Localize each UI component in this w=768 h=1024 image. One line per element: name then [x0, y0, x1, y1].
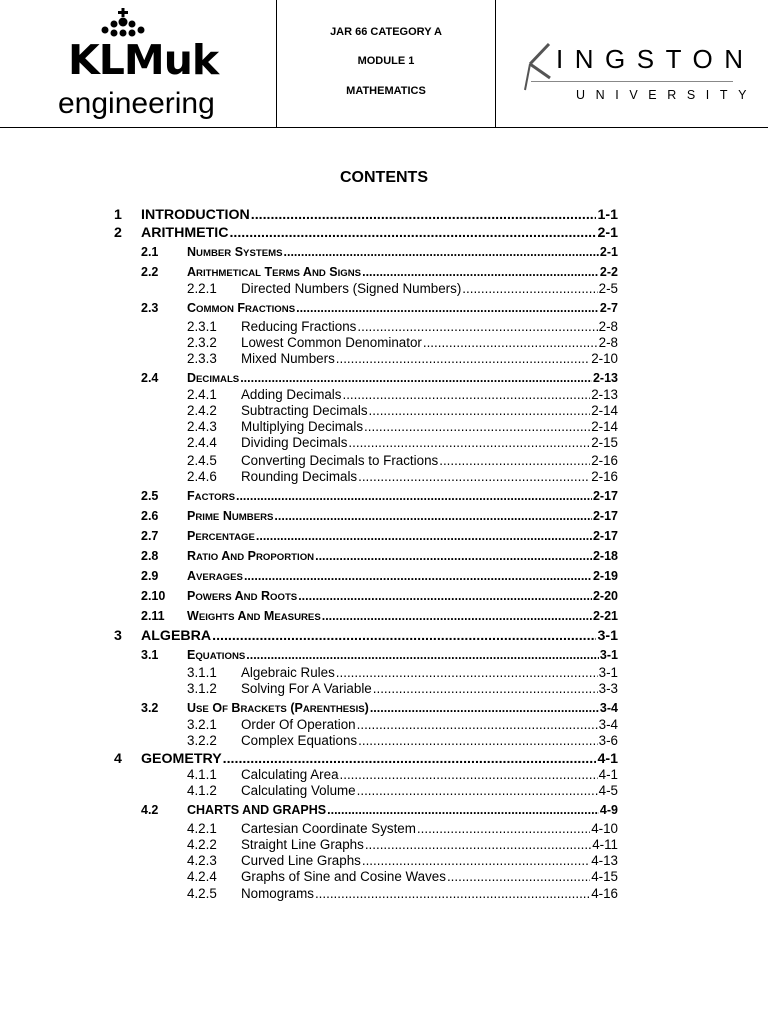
toc-entry-number: 2.4.1	[187, 387, 217, 402]
toc-entry-number: 4.2.1	[187, 821, 217, 836]
toc-leader-dots	[315, 886, 590, 901]
toc-entry[interactable]	[0, 469, 768, 484]
toc-entry[interactable]	[0, 767, 768, 782]
toc-entry-page: 4-15	[591, 869, 618, 884]
toc-entry-page: 3-4	[599, 701, 618, 715]
kingston-university-label: UNIVERSITY	[576, 88, 758, 102]
toc-entry-page: 2-7	[599, 301, 618, 315]
toc-entry-number: 2.3.1	[187, 319, 217, 334]
toc-entry-title: USE OF BRACKETS (PARENTHESIS)	[187, 701, 369, 715]
toc-entry-page: 2-13	[592, 371, 618, 385]
toc-entry-title: Cartesian Coordinate System	[241, 821, 416, 836]
toc-entry[interactable]	[0, 589, 768, 604]
toc-entry-number: 4.2.3	[187, 853, 217, 868]
toc-entry-number: 2.11	[141, 609, 165, 623]
toc-entry-page: 3-4	[598, 717, 618, 732]
toc-entry[interactable]	[0, 245, 768, 260]
toc-entry-page: 2-16	[591, 453, 618, 468]
header-line-subject: MATHEMATICS	[346, 85, 426, 97]
toc-entry-page: 2-8	[598, 319, 618, 334]
toc-leader-dots	[362, 265, 599, 280]
toc-entry[interactable]	[0, 803, 768, 818]
kingston-wordmark: INGSTON	[556, 44, 755, 74]
toc-entry-page: 2-18	[592, 549, 618, 563]
toc-entry[interactable]	[0, 733, 768, 748]
toc-entry-page: 2-16	[591, 469, 618, 484]
toc-leader-dots	[256, 529, 592, 544]
toc-entry-page: 1-1	[597, 207, 618, 223]
toc-entry-title: FACTORS	[187, 489, 235, 503]
toc-entry-title: Solving For A Variable	[241, 681, 372, 696]
toc-entry[interactable]	[0, 549, 768, 564]
toc-leader-dots	[423, 335, 598, 350]
toc-entry-title: NUMBER SYSTEMS	[187, 245, 283, 259]
toc-entry-number: 2	[114, 225, 122, 241]
toc-entry-number: 2.4.6	[187, 469, 217, 484]
header-line-module: MODULE 1	[357, 55, 415, 67]
toc-leader-dots	[284, 245, 599, 260]
toc-entry-page: 4-1	[597, 751, 618, 767]
toc-entry[interactable]	[0, 886, 768, 901]
toc-entry-title: Dividing Decimals	[241, 435, 348, 450]
toc-entry-number: 2.6	[141, 509, 159, 523]
toc-entry-number: 2.3.2	[187, 335, 217, 350]
toc-entry[interactable]	[0, 419, 768, 434]
toc-entry-number: 3.2.2	[187, 733, 217, 748]
toc-leader-dots	[358, 733, 598, 748]
toc-entry-title: Rounding Decimals	[241, 469, 358, 484]
toc-entry-title: RATIO AND PROPORTION	[187, 549, 315, 563]
toc-entry-title: CHARTS AND GRAPHS	[187, 803, 327, 817]
toc-entry-page: 4-10	[591, 821, 618, 836]
toc-leader-dots	[358, 469, 590, 484]
toc-leader-dots	[362, 853, 590, 868]
toc-entry-title: Calculating Volume	[241, 783, 356, 798]
toc-leader-dots	[342, 387, 590, 402]
toc-entry[interactable]	[0, 319, 768, 334]
toc-entry-title: Calculating Area	[241, 767, 339, 782]
toc-entry[interactable]	[0, 403, 768, 418]
toc-leader-dots	[315, 549, 592, 564]
toc-leader-dots	[340, 767, 598, 782]
toc-entry-number: 2.4.3	[187, 419, 217, 434]
toc-entry-number: 3	[114, 628, 122, 644]
toc-entry-number: 2.8	[141, 549, 159, 563]
toc-entry-page: 3-1	[599, 648, 618, 662]
toc-entry-title: Subtracting Decimals	[241, 403, 368, 418]
toc-leader-dots	[373, 681, 598, 696]
klm-subtitle: engineering	[58, 87, 215, 120]
toc-entry-page: 2-2	[599, 265, 618, 279]
toc-entry[interactable]	[0, 853, 768, 868]
toc-entry-title: Graphs of Sine and Cosine Waves	[241, 869, 446, 884]
toc-entry-title: Adding Decimals	[241, 387, 342, 402]
toc-leader-dots	[336, 665, 598, 680]
toc-entry[interactable]	[0, 869, 768, 884]
toc-entry-number: 3.2	[141, 701, 159, 715]
toc-entry-page: 4-1	[598, 767, 618, 782]
toc-entry-page: 2-13	[591, 387, 618, 402]
toc-leader-dots	[212, 627, 596, 645]
toc-entry-page: 2-10	[591, 351, 618, 366]
toc-entry[interactable]	[0, 351, 768, 366]
toc-entry[interactable]	[0, 335, 768, 350]
toc-entry[interactable]	[0, 821, 768, 836]
toc-entry-number: 2.7	[141, 529, 159, 543]
toc-entry-title: Converting Decimals to Fractions	[241, 453, 439, 468]
toc-entry-number: 2.4.2	[187, 403, 217, 418]
toc-entry-number: 3.1.2	[187, 681, 217, 696]
toc-entry-title: PRIME NUMBERS	[187, 509, 274, 523]
toc-entry-number: 2.2.1	[187, 281, 217, 296]
toc-leader-dots	[336, 351, 590, 366]
toc-leader-dots	[223, 750, 597, 768]
toc-leader-dots	[439, 453, 590, 468]
toc-entry-title: Nomograms	[241, 886, 314, 901]
toc-entry-number: 3.1	[141, 648, 159, 662]
toc-entry-page: 3-6	[598, 733, 618, 748]
toc-entry-title: ARITHMETIC	[141, 225, 229, 241]
toc-entry-title: Multiplying Decimals	[241, 419, 364, 434]
toc-entry-number: 2.1	[141, 245, 159, 259]
toc-entry[interactable]	[0, 627, 768, 645]
toc-leader-dots	[357, 783, 598, 798]
toc-leader-dots	[447, 869, 590, 884]
toc-entry[interactable]	[0, 435, 768, 450]
toc-entry-page: 3-1	[597, 628, 618, 644]
toc-entry-page: 2-20	[592, 589, 618, 603]
toc-entry[interactable]	[0, 717, 768, 732]
toc-entry-page: 2-8	[598, 335, 618, 350]
toc-entry-page: 2-14	[591, 419, 618, 434]
toc-entry-number: 4	[114, 751, 122, 767]
toc-entry-number: 4.2.4	[187, 869, 217, 884]
toc-entry[interactable]	[0, 750, 768, 768]
toc-entry-title: ARITHMETICAL TERMS AND SIGNS	[187, 265, 362, 279]
toc-entry-number: 4.2.2	[187, 837, 217, 852]
toc-entry[interactable]	[0, 569, 768, 584]
toc-entry-title: Lowest Common Denominator	[241, 335, 422, 350]
toc-entry-page: 2-5	[598, 281, 618, 296]
toc-entry-page: 4-5	[598, 783, 618, 798]
toc-entry-page: 4-9	[599, 803, 618, 817]
toc-entry-page: 2-17	[592, 489, 618, 503]
toc-entry-page: 4-11	[592, 837, 618, 852]
toc-entry-title: Algebraic Rules	[241, 665, 335, 680]
toc-entry-page: 2-19	[592, 569, 618, 583]
contents-title: CONTENTS	[340, 169, 428, 186]
toc-entry[interactable]	[0, 529, 768, 544]
toc-leader-dots	[244, 569, 592, 584]
toc-entry[interactable]	[0, 224, 768, 242]
toc-leader-dots	[357, 319, 597, 334]
toc-entry-number: 2.2	[141, 265, 159, 279]
toc-entry[interactable]	[0, 509, 768, 524]
toc-entry-number: 4.2	[141, 803, 159, 817]
toc-entry-page: 2-21	[592, 609, 618, 623]
toc-entry-number: 2.3.3	[187, 351, 217, 366]
toc-entry-number: 2.3	[141, 301, 159, 315]
toc-entry[interactable]	[0, 265, 768, 280]
toc-entry-title: DECIMALS	[187, 371, 240, 385]
toc-leader-dots	[251, 206, 597, 224]
toc-leader-dots	[229, 224, 596, 242]
toc-entry-title: Directed Numbers (Signed Numbers)	[241, 281, 462, 296]
toc-entry-title: EQUATIONS	[187, 648, 246, 662]
toc-entry-number: 4.1.1	[187, 767, 217, 782]
toc-entry-page: 2-1	[599, 245, 618, 259]
toc-entry[interactable]	[0, 648, 768, 663]
toc-entry-title: Mixed Numbers	[241, 351, 335, 366]
toc-leader-dots	[327, 803, 599, 818]
toc-entry-title: Reducing Fractions	[241, 319, 357, 334]
toc-leader-dots	[462, 281, 597, 296]
toc-leader-dots	[236, 489, 592, 504]
toc-entry-number: 3.2.1	[187, 717, 217, 732]
toc-entry[interactable]	[0, 387, 768, 402]
toc-entry-title: Curved Line Graphs	[241, 853, 361, 868]
toc-entry-page: 2-15	[591, 435, 618, 450]
toc-entry-page: 4-13	[591, 853, 618, 868]
toc-entry[interactable]	[0, 701, 768, 716]
toc-leader-dots	[274, 509, 592, 524]
toc-leader-dots	[365, 837, 591, 852]
toc-leader-dots	[246, 648, 599, 663]
toc-entry-title: Straight Line Graphs	[241, 837, 364, 852]
toc-entry-page: 2-17	[592, 509, 618, 523]
toc-entry-title: AVERAGES	[187, 569, 243, 583]
toc-entry[interactable]	[0, 609, 768, 624]
toc-entry-title: Complex Equations	[241, 733, 358, 748]
toc-entry[interactable]	[0, 665, 768, 680]
toc-entry-title: GEOMETRY	[141, 751, 222, 767]
klm-wordmark: KLMuk	[68, 36, 219, 84]
toc-entry-title: WEIGHTS AND MEASURES	[187, 609, 321, 623]
toc-entry-number: 1	[114, 207, 122, 223]
toc-entry-page: 4-16	[591, 886, 618, 901]
toc-entry-title: Order Of Operation	[241, 717, 356, 732]
toc-leader-dots	[369, 403, 591, 418]
toc-entry[interactable]	[0, 281, 768, 296]
toc-entry-number: 2.4	[141, 371, 159, 385]
toc-entry[interactable]	[0, 783, 768, 798]
toc-entry-number: 3.1.1	[187, 665, 217, 680]
toc-entry[interactable]	[0, 489, 768, 504]
toc-leader-dots	[240, 371, 592, 386]
toc-entry-title: COMMON FRACTIONS	[187, 301, 296, 315]
toc-entry-number: 4.2.5	[187, 886, 217, 901]
toc-leader-dots	[298, 589, 592, 604]
toc-entry-title: PERCENTAGE	[187, 529, 255, 543]
toc-entry-page: 2-14	[591, 403, 618, 418]
toc-entry-number: 4.1.2	[187, 783, 217, 798]
toc-leader-dots	[296, 301, 599, 316]
toc-entry-title: INTRODUCTION	[141, 207, 250, 223]
toc-leader-dots	[417, 821, 590, 836]
toc-entry-page: 2-1	[597, 225, 618, 241]
toc-entry[interactable]	[0, 837, 768, 852]
toc-entry-number: 2.4.5	[187, 453, 217, 468]
toc-leader-dots	[370, 701, 599, 716]
toc-leader-dots	[357, 717, 598, 732]
toc-entry-page: 3-1	[598, 665, 618, 680]
toc-entry-number: 2.10	[141, 589, 166, 603]
toc-entry[interactable]	[0, 206, 768, 224]
toc-entry-number: 2.4.4	[187, 435, 217, 450]
header-line-category: JAR 66 CATEGORY A	[330, 26, 442, 38]
toc-leader-dots	[322, 609, 592, 624]
toc-entry[interactable]	[0, 681, 768, 696]
toc-entry-number: 2.9	[141, 569, 159, 583]
toc-entry-title: POWERS AND ROOTS	[187, 589, 298, 603]
toc-entry-number: 2.5	[141, 489, 159, 503]
toc-leader-dots	[348, 435, 590, 450]
toc-entry-page: 2-17	[592, 529, 618, 543]
toc-entry[interactable]	[0, 453, 768, 468]
toc-entry-page: 3-3	[598, 681, 618, 696]
toc-leader-dots	[364, 419, 590, 434]
toc-entry-title: ALGEBRA	[141, 628, 212, 644]
toc-entry[interactable]	[0, 371, 768, 386]
toc-entry[interactable]	[0, 301, 768, 316]
